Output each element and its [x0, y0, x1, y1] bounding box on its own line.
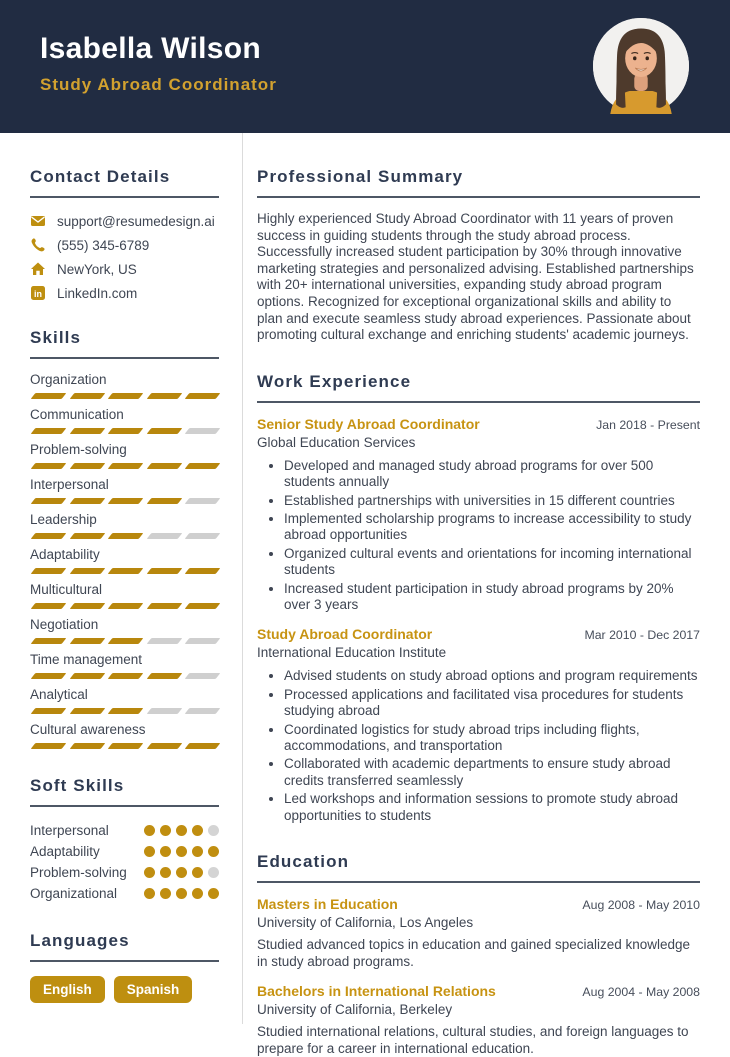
skill-row: [30, 441, 219, 469]
skill-meter: [30, 673, 218, 679]
skill-bar-segment: [69, 673, 104, 679]
experience-heading: Work Experience: [257, 372, 700, 403]
school-name: University of California, Los Angeles: [257, 915, 474, 931]
job-bullet: • Established partnerships with universities in 15 different countries: [284, 493, 700, 509]
skill-bar-segment: [108, 533, 143, 539]
job-bullet: • Implemented scholarship programs to increase accessibility to study abroad opportunities: [284, 511, 700, 544]
job-bullet: • Advised students on study abroad options and program requirements: [284, 668, 700, 684]
skill-bar-segment: [146, 393, 181, 399]
skill-label: Analytical: [30, 687, 88, 702]
skill-bar-segment: [108, 673, 143, 679]
contact-list: [30, 213, 219, 301]
skills-section: [30, 328, 219, 749]
skill-label: Organization: [30, 372, 107, 387]
skill-label: Leadership: [30, 512, 97, 527]
rating-dot: [176, 825, 187, 836]
experience-section: [257, 372, 700, 824]
skill-bar-segment: [185, 463, 220, 469]
skill-bar-segment: [31, 463, 66, 469]
skill-bar-segment: [31, 568, 66, 574]
contact-phone-text: (555) 345-6789: [57, 237, 150, 253]
education-dates: Aug 2008 - May 2010: [582, 898, 700, 913]
education-description: Studied international relations, cultural studies, and foreign languages to prepare for a career in international education.: [257, 1024, 689, 1056]
job-dates: Jan 2018 - Present: [596, 417, 700, 432]
profile-photo: [593, 18, 689, 114]
soft-skill-rating: [144, 825, 219, 836]
skill-bar-segment: [69, 638, 104, 644]
contact-email-text: support@resumedesign.ai: [57, 213, 215, 229]
summary-section: [257, 167, 700, 344]
skill-bar-segment: [69, 463, 104, 469]
languages-section: [30, 931, 219, 1003]
rating-dot: [160, 846, 171, 857]
skill-label: Interpersonal: [30, 477, 109, 492]
skill-bar-segment: [146, 463, 181, 469]
rating-dot: [192, 825, 203, 836]
soft-skill-label: Interpersonal: [30, 823, 109, 838]
resume-header: [0, 0, 730, 133]
skill-bar-segment: [69, 603, 104, 609]
rating-dot: [160, 888, 171, 899]
skill-bar-segment: [108, 568, 143, 574]
job-title: Senior Study Abroad Coordinator: [257, 415, 480, 432]
rating-dot: [144, 846, 155, 857]
rating-dot: [208, 867, 219, 878]
skill-row: [30, 581, 219, 609]
skill-bar-segment: [185, 673, 220, 679]
language-badge: English: [30, 976, 105, 1003]
job-bullet: • Led workshops and information sessions to promote study abroad opportunities to students: [284, 791, 700, 824]
soft-skill-rating: [144, 846, 219, 857]
contact-item-location: [30, 261, 219, 277]
skill-bar-segment: [185, 393, 220, 399]
contact-details-heading: Contact Details: [30, 167, 219, 198]
rating-dot: [160, 867, 171, 878]
job-bullet: • Processed applications and facilitated visa procedures for students studying abroad: [284, 687, 700, 720]
rating-dot: [144, 825, 155, 836]
skill-bar-segment: [31, 393, 66, 399]
job-bullet-list: [257, 458, 700, 614]
summary-text: Highly experienced Study Abroad Coordinator with 11 years of proven success in guiding students through the study abroad process. Successfully increased student participation by 30% through innovative marketing strategies and personalized advising. Established partnerships with 20+ international universities, expanding study abroad program options. Recognized for exceptional organizational skills and ability to plan and execute seamless study abroad experiences. Passionate about promoting cultural exchange and enriching students' academic journeys.: [257, 211, 694, 343]
skill-bar-segment: [185, 533, 220, 539]
skill-bar-segment: [108, 603, 143, 609]
job-title: Study Abroad Coordinator: [257, 626, 433, 643]
skill-bar-segment: [108, 498, 143, 504]
education-header: [257, 983, 700, 999]
candidate-job-title: Study Abroad Coordinator: [40, 75, 277, 94]
skill-bar-segment: [69, 393, 104, 399]
degree-title: Masters in Education: [257, 896, 398, 913]
soft-skill-rating: [144, 888, 219, 899]
skill-bar-segment: [185, 498, 220, 504]
rating-dot: [144, 867, 155, 878]
language-badges: [30, 976, 219, 1003]
skill-meter: [30, 603, 218, 609]
skill-label: Time management: [30, 652, 143, 667]
job-entry: [257, 416, 700, 614]
soft-skill-row: [30, 841, 219, 862]
skill-meter: [30, 393, 218, 399]
skill-row: [30, 511, 219, 539]
skill-bar-segment: [185, 743, 220, 749]
skill-bar-segment: [146, 708, 181, 714]
skill-row: [30, 371, 219, 399]
skill-meter: [30, 708, 218, 714]
soft-skills-list: [30, 820, 219, 904]
soft-skill-label: Adaptability: [30, 844, 100, 859]
rating-dot: [208, 888, 219, 899]
rating-dot: [160, 825, 171, 836]
skill-label: Negotiation: [30, 617, 99, 632]
skill-label: Communication: [30, 407, 124, 422]
skill-bar-segment: [185, 428, 220, 434]
skill-bar-segment: [146, 533, 181, 539]
skill-bar-segment: [31, 603, 66, 609]
skill-meter: [30, 428, 218, 434]
job-dates: Mar 2010 - Dec 2017: [584, 628, 700, 643]
skill-bar-segment: [69, 533, 104, 539]
education-heading: Education: [257, 852, 700, 883]
soft-skill-row: [30, 883, 219, 904]
skill-bar-segment: [146, 638, 181, 644]
skill-row: [30, 476, 219, 504]
education-entry: [257, 896, 700, 970]
skill-bar-segment: [69, 568, 104, 574]
skill-meter: [30, 638, 218, 644]
skill-bar-segment: [108, 428, 143, 434]
skill-bar-segment: [108, 393, 143, 399]
skill-bar-segment: [31, 428, 66, 434]
skill-meter: [30, 498, 218, 504]
soft-skill-label: Problem-solving: [30, 865, 127, 880]
soft-skill-row: [30, 820, 219, 841]
skill-bar-segment: [108, 708, 143, 714]
contact-item-phone: [30, 237, 219, 253]
skill-bar-segment: [146, 568, 181, 574]
skill-bar-segment: [108, 463, 143, 469]
linkedin-icon: [30, 285, 46, 301]
skill-label: Multicultural: [30, 582, 103, 597]
skill-bar-segment: [31, 498, 66, 504]
sidebar: [0, 133, 243, 1024]
skill-bar-segment: [146, 428, 181, 434]
education-description: Studied advanced topics in education and gained specialized knowledge in study abroad programs.: [257, 937, 691, 969]
candidate-name: Isabella Wilson: [40, 32, 261, 65]
education-header: [257, 896, 700, 912]
home-icon: [30, 261, 46, 277]
rating-dot: [192, 888, 203, 899]
rating-dot: [192, 846, 203, 857]
skill-bar-segment: [69, 498, 104, 504]
skill-row: [30, 686, 219, 714]
language-badge: Spanish: [114, 976, 193, 1003]
job-header: [257, 626, 700, 642]
svg-text:in: in: [34, 288, 42, 299]
skill-bar-segment: [31, 533, 66, 539]
skill-bar-segment: [108, 743, 143, 749]
skill-bar-segment: [31, 638, 66, 644]
skill-row: [30, 406, 219, 434]
soft-skill-label: Organizational: [30, 886, 118, 901]
skill-bar-segment: [69, 428, 104, 434]
skill-bar-segment: [146, 743, 181, 749]
job-bullet: • Increased student participation in study abroad programs by 20% over 3 years: [284, 581, 700, 614]
main-column: [243, 133, 730, 1056]
rating-dot: [192, 867, 203, 878]
rating-dot: [176, 867, 187, 878]
skill-bar-segment: [69, 708, 104, 714]
skill-label: Problem-solving: [30, 442, 127, 457]
contact-item-linkedin: [30, 285, 219, 301]
skill-bar-segment: [185, 638, 220, 644]
skill-row: [30, 721, 219, 749]
skill-meter: [30, 743, 218, 749]
skill-bar-segment: [31, 708, 66, 714]
skill-bar-segment: [31, 673, 66, 679]
job-header: [257, 416, 700, 432]
skill-meter: [30, 463, 218, 469]
portrait-illustration: [593, 18, 689, 114]
job-bullet: • Developed and managed study abroad programs for over 500 students annually: [284, 458, 700, 491]
skill-bar-segment: [108, 638, 143, 644]
skill-bar-segment: [185, 568, 220, 574]
soft-skills-section: [30, 776, 219, 904]
skill-bar-segment: [146, 498, 181, 504]
rating-dot: [208, 825, 219, 836]
contact-location-text: NewYork, US: [57, 261, 137, 277]
job-company: Global Education Services: [257, 434, 416, 450]
rating-dot: [208, 846, 219, 857]
contact-item-email: [30, 213, 219, 229]
contact-linkedin-text: LinkedIn.com: [57, 285, 138, 301]
degree-title: Bachelors in International Relations: [257, 983, 496, 1000]
school-name: University of California, Berkeley: [257, 1002, 453, 1018]
resume-body: [0, 133, 730, 1056]
rating-dot: [176, 888, 187, 899]
skill-bar-segment: [146, 673, 181, 679]
job-bullet: • Collaborated with academic departments to ensure study abroad credits transferred seamlessly: [284, 756, 700, 789]
rating-dot: [144, 888, 155, 899]
languages-heading: Languages: [30, 931, 219, 962]
soft-skill-rating: [144, 867, 219, 878]
skill-row: [30, 651, 219, 679]
skill-row: [30, 616, 219, 644]
job-company: International Education Institute: [257, 645, 447, 661]
skill-row: [30, 546, 219, 574]
phone-icon: [30, 237, 46, 253]
education-entry: [257, 983, 700, 1057]
envelope-icon: [30, 213, 46, 229]
skills-heading: Skills: [30, 328, 219, 359]
job-bullet-list: [257, 668, 700, 824]
soft-skill-row: [30, 862, 219, 883]
summary-heading: Professional Summary: [257, 167, 700, 198]
job-bullet: • Organized cultural events and orientations for incoming international students: [284, 546, 700, 579]
skill-meter: [30, 568, 218, 574]
skill-bar-segment: [185, 708, 220, 714]
skill-label: Adaptability: [30, 547, 100, 562]
skill-bar-segment: [185, 603, 220, 609]
skill-bar-segment: [69, 743, 104, 749]
education-dates: Aug 2004 - May 2008: [582, 985, 700, 1000]
job-entry: [257, 626, 700, 824]
skill-bar-segment: [146, 603, 181, 609]
skill-label: Cultural awareness: [30, 722, 146, 737]
skill-bar-segment: [31, 743, 66, 749]
skill-meter: [30, 533, 218, 539]
soft-skills-heading: Soft Skills: [30, 776, 219, 807]
skills-list: [30, 371, 219, 749]
job-bullet: • Coordinated logistics for study abroad trips including flights, accommodations, and transportation: [284, 722, 700, 755]
rating-dot: [176, 846, 187, 857]
education-section: [257, 852, 700, 1057]
